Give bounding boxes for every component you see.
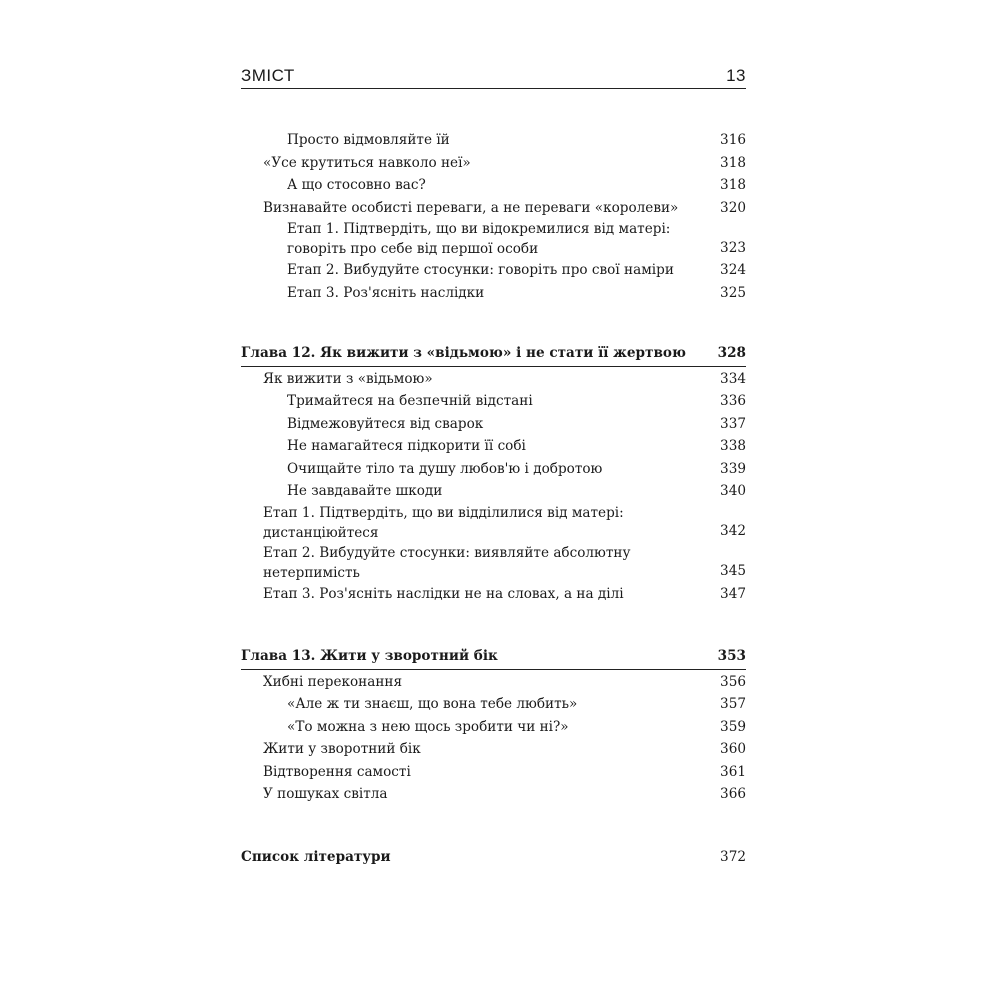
table-of-contents: [241, 129, 746, 868]
toc-entry[interactable]: [241, 413, 746, 436]
toc-entry-title: Не намагайтеся підкорити її собі: [287, 438, 526, 454]
toc-entry-page: 324: [720, 262, 746, 278]
page-title: ЗМІСТ: [241, 66, 295, 85]
toc-entry-page: 339: [720, 460, 746, 477]
toc-entry-title: Просто відмовляйте їй: [287, 132, 450, 148]
toc-section-continued: [241, 129, 746, 304]
running-header: [241, 56, 746, 89]
toc-entry-page: 345: [720, 563, 746, 579]
toc-entry[interactable]: [241, 390, 746, 413]
toc-entry-title: Тримайтеся на безпечній відстані: [287, 393, 533, 409]
toc-entry-title: Етап 1. Підтвердіть, що ви відокремилися від матері: говоріть про себе від першої особи: [287, 221, 671, 257]
toc-entry-title: Хибні переконання: [263, 673, 403, 690]
toc-entry[interactable]: [241, 503, 746, 543]
toc-entry-title: «Усе крутиться навколо неї»: [263, 154, 471, 171]
page-number: 13: [726, 66, 746, 85]
toc-chapter-13: [241, 645, 746, 806]
toc-entry-title: Етап 3. Роз'ясніть наслідки не на словах, а на ділі: [263, 585, 624, 602]
toc-entry[interactable]: [241, 543, 746, 583]
chapter-title: Глава 13. Жити у зворотний бік: [241, 648, 498, 664]
toc-entry-title: Етап 2. Вибудуйте стосунки: говоріть про свої наміри: [287, 262, 674, 278]
bibliography-entry[interactable]: [241, 846, 746, 869]
toc-entry-page: 318: [720, 177, 746, 193]
toc-entry-title: Очищайте тіло та душу любов'ю і добротою: [287, 460, 603, 477]
toc-entry-title: Не завдавайте шкоди: [287, 483, 443, 499]
toc-entry[interactable]: [241, 174, 746, 197]
toc-entry-title: У пошуках світла: [263, 786, 388, 802]
toc-entry-title: Як вижити з «відьмою»: [263, 370, 433, 387]
toc-entry-title: Етап 2. Вибудуйте стосунки: виявляйте абсолютну нетерпимість: [263, 544, 631, 581]
toc-entry-page: 342: [720, 523, 746, 539]
toc-entry-page: 334: [720, 370, 746, 387]
toc-bibliography: [241, 846, 746, 869]
chapter-title: Глава 12. Як вижити з «відьмою» і не стати її жертвою: [241, 345, 686, 361]
toc-entry[interactable]: [241, 458, 746, 481]
toc-entry-page: 338: [720, 438, 746, 454]
toc-entry-page: 359: [720, 718, 746, 735]
toc-entry-title: А що стосовно вас?: [287, 177, 426, 193]
bibliography-page: 372: [720, 848, 746, 865]
toc-entry-title: «То можна з нею щось зробити чи ні?»: [287, 718, 569, 735]
toc-entry-title: Етап 1. Підтвердіть, що ви відділилися від матері: дистанціюйтеся: [263, 504, 624, 541]
bibliography-title: Список літератури: [241, 848, 391, 865]
toc-entry[interactable]: [241, 129, 746, 152]
toc-chapter-12: [241, 342, 746, 605]
toc-entry[interactable]: [241, 152, 746, 175]
toc-entry[interactable]: [241, 671, 746, 694]
toc-entry[interactable]: [241, 259, 746, 282]
toc-entry[interactable]: [241, 583, 746, 606]
toc-entry-page: 316: [720, 132, 746, 148]
toc-entry-page: 340: [720, 483, 746, 499]
toc-entry[interactable]: [241, 761, 746, 784]
toc-entry-page: 337: [720, 415, 746, 432]
toc-entry-page: 361: [720, 763, 746, 780]
book-page: [241, 56, 746, 868]
toc-entry-title: Визнавайте особисті переваги, а не переваги «королеви»: [263, 199, 679, 216]
toc-entry-page: 323: [720, 239, 746, 256]
toc-entry[interactable]: [241, 738, 746, 761]
toc-entry-page: 320: [720, 199, 746, 216]
toc-entry[interactable]: [241, 435, 746, 458]
chapter-page: 353: [717, 648, 746, 664]
toc-entry-page: 347: [720, 585, 746, 602]
toc-entry[interactable]: [241, 480, 746, 503]
toc-entry[interactable]: [241, 693, 746, 716]
toc-entry-page: 325: [720, 284, 746, 301]
toc-entry[interactable]: [241, 716, 746, 739]
toc-entry-title: Етап 3. Роз'ясніть наслідки: [287, 284, 485, 301]
toc-entry-title: «Але ж ти знаєш, що вона тебе любить»: [287, 696, 578, 712]
toc-entry-title: Відмежовуйтеся від сварок: [287, 415, 484, 432]
toc-entry-page: 356: [720, 673, 746, 690]
toc-entry-title: Жити у зворотний бік: [263, 741, 421, 757]
chapter-heading[interactable]: [241, 342, 746, 367]
chapter-heading[interactable]: [241, 645, 746, 670]
toc-entry[interactable]: [241, 783, 746, 806]
toc-entry[interactable]: [241, 368, 746, 391]
toc-entry[interactable]: [241, 197, 746, 220]
toc-entry[interactable]: [241, 282, 746, 305]
toc-entry-page: 336: [720, 393, 746, 409]
toc-entry-page: 366: [720, 786, 746, 802]
toc-entry[interactable]: [241, 219, 746, 259]
toc-entry-title: Відтворення самості: [263, 763, 411, 780]
chapter-page: 328: [717, 345, 746, 361]
toc-entry-page: 357: [720, 696, 746, 712]
toc-entry-page: 360: [720, 741, 746, 757]
toc-entry-page: 318: [720, 154, 746, 171]
